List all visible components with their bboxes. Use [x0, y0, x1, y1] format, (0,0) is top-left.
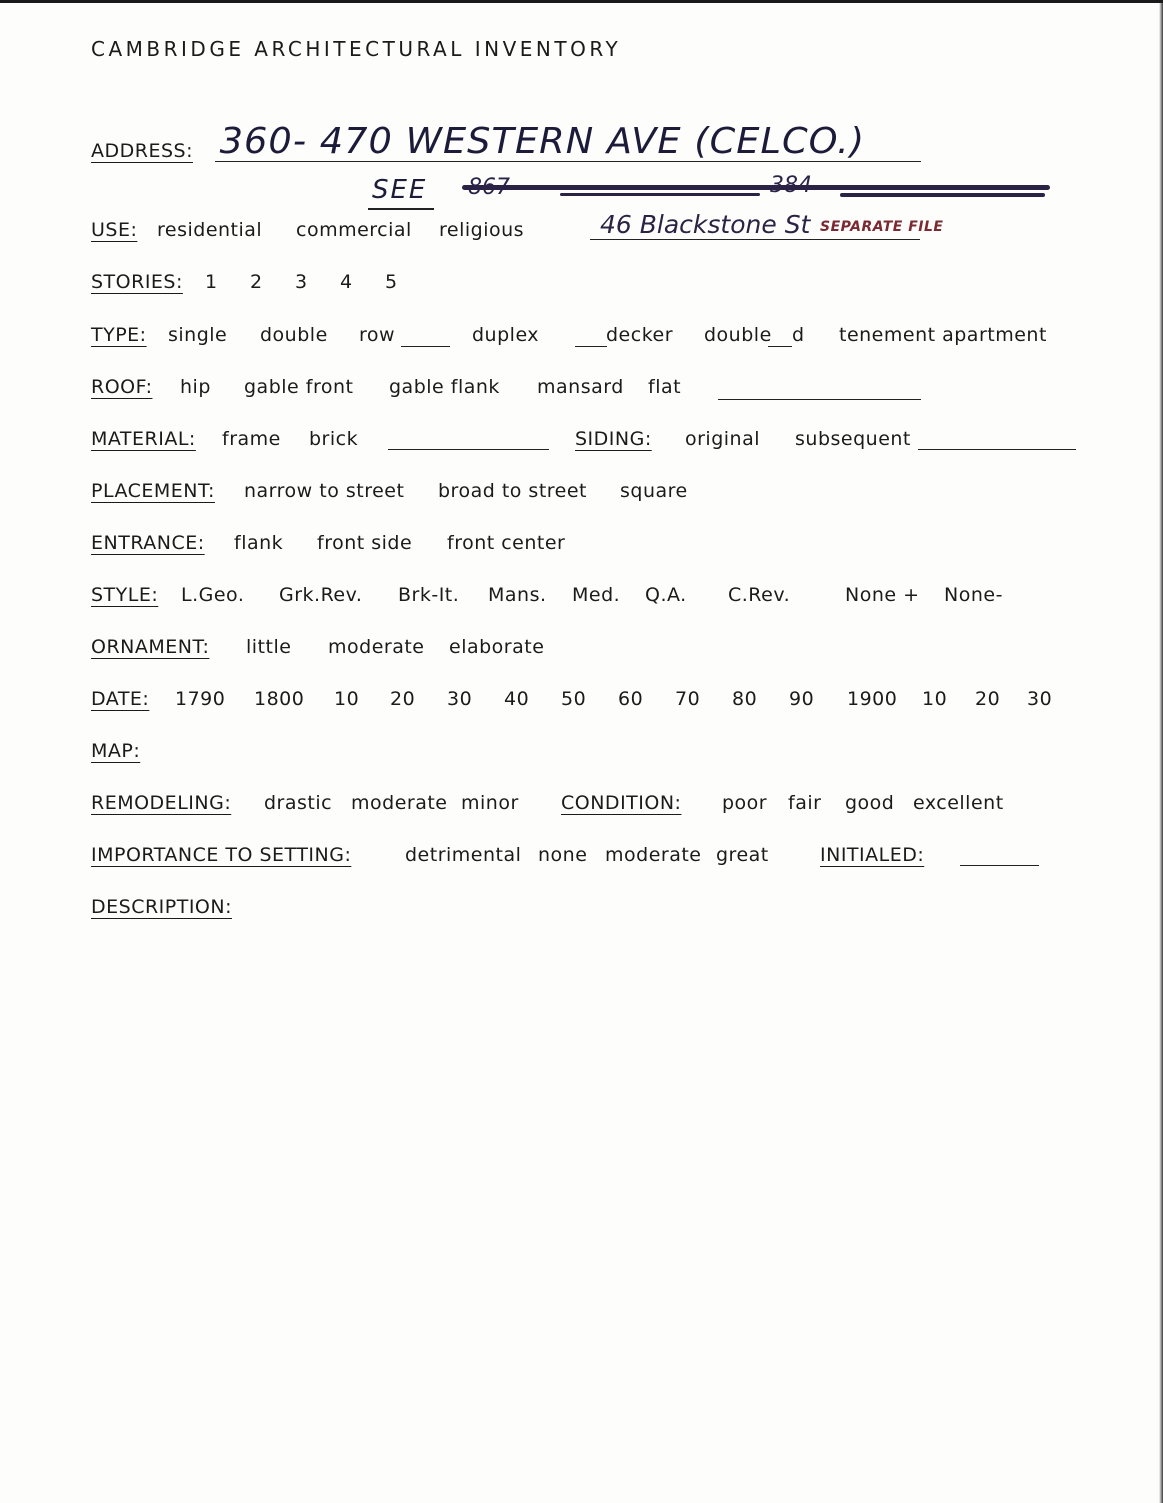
style-option: L.Geo. [181, 584, 245, 606]
style-option: C.Rev. [728, 584, 791, 606]
condition-option-fair: fair [788, 792, 822, 814]
roof-option-gable-flank: gable flank [389, 376, 500, 398]
material-blank [388, 449, 549, 450]
date-option: 60 [618, 688, 644, 710]
use-line [590, 239, 920, 240]
type-option-d: d [792, 324, 805, 346]
address-label: ADDRESS: [91, 140, 193, 162]
condition-option-excellent: excellent [913, 792, 1004, 814]
style-option: Mans. [488, 584, 547, 606]
entrance-option-flank: flank [234, 532, 284, 554]
ornament-option-little: little [246, 636, 292, 658]
use-label: USE: [91, 219, 138, 241]
type-option-tenement-apartment: tenement apartment [839, 324, 1047, 346]
handwritten-use-address: 46 Blackstone St [600, 210, 811, 239]
description-label: DESCRIPTION: [91, 896, 233, 918]
style-option: Grk.Rev. [279, 584, 363, 606]
page-edge-shadow [1159, 3, 1163, 1503]
remodeling-option-drastic: drastic [264, 792, 333, 814]
style-option: Q.A. [645, 584, 687, 606]
ornament-option-elaborate: elaborate [449, 636, 545, 658]
siding-label: SIDING: [575, 428, 652, 450]
roof-option-gable-front: gable front [244, 376, 354, 398]
siding-option-original: original [685, 428, 761, 450]
see-underline [368, 208, 434, 210]
struck-address-2: 384 [770, 173, 812, 198]
date-option: 90 [789, 688, 815, 710]
handwritten-separate-file: SEPARATE FILE [820, 219, 944, 235]
strike-through-mark-3 [840, 193, 1045, 197]
date-option: 70 [675, 688, 701, 710]
date-label: DATE: [91, 688, 150, 710]
stories-option: 4 [340, 271, 353, 293]
type-option-single: single [168, 324, 228, 346]
roof-blank [718, 399, 921, 400]
type-double-d-blank [768, 346, 792, 347]
remodeling-option-minor: minor [461, 792, 519, 814]
strike-through-mark [462, 185, 1050, 190]
entrance-option-front-center: front center [447, 532, 566, 554]
style-label: STYLE: [91, 584, 159, 606]
struck-address-1: 867 [468, 175, 510, 200]
entrance-option-front-side: front side [317, 532, 413, 554]
date-option: 10 [334, 688, 360, 710]
type-option-decker: decker [606, 324, 674, 346]
style-option: Med. [572, 584, 621, 606]
placement-option-square: square [620, 480, 688, 502]
type-option-double-d: double [704, 324, 772, 346]
type-label: TYPE: [91, 324, 147, 346]
style-option: None- [944, 584, 1003, 606]
stories-option: 3 [295, 271, 308, 293]
ornament-option-moderate: moderate [328, 636, 425, 658]
date-option: 1790 [175, 688, 226, 710]
condition-option-good: good [845, 792, 895, 814]
importance-label: IMPORTANCE TO SETTING: [91, 844, 352, 866]
placement-label: PLACEMENT: [91, 480, 215, 502]
entrance-label: ENTRANCE: [91, 532, 205, 554]
address-line [215, 161, 921, 162]
date-option: 20 [975, 688, 1001, 710]
map-label: MAP: [91, 740, 141, 762]
ornament-label: ORNAMENT: [91, 636, 210, 658]
date-option: 10 [922, 688, 948, 710]
date-option: 40 [504, 688, 530, 710]
stories-option: 1 [205, 271, 218, 293]
date-option: 50 [561, 688, 587, 710]
siding-option-subsequent: subsequent [795, 428, 911, 450]
importance-option-detrimental: detrimental [405, 844, 522, 866]
handwritten-see: SEE [372, 175, 428, 205]
date-option: 1900 [847, 688, 898, 710]
strike-through-mark-2 [560, 193, 760, 196]
material-label: MATERIAL: [91, 428, 196, 450]
importance-option-none: none [538, 844, 588, 866]
date-option: 80 [732, 688, 758, 710]
roof-option-flat: flat [648, 376, 682, 398]
style-option: None + [845, 584, 920, 606]
date-option: 30 [1027, 688, 1053, 710]
placement-option-narrow: narrow to street [244, 480, 405, 502]
importance-option-great: great [716, 844, 769, 866]
material-option-frame: frame [222, 428, 281, 450]
form-title: CAMBRIDGE ARCHITECTURAL INVENTORY [91, 37, 622, 61]
stories-option: 2 [250, 271, 263, 293]
initialed-label: INITIALED: [820, 844, 925, 866]
date-option: 1800 [254, 688, 305, 710]
date-option: 20 [390, 688, 416, 710]
type-row-blank [401, 346, 450, 347]
roof-option-hip: hip [180, 376, 211, 398]
handwritten-address: 360- 470 WESTERN AVE (CELCO.) [219, 121, 866, 162]
roof-option-mansard: mansard [537, 376, 624, 398]
use-option-residential: residential [157, 219, 263, 241]
remodeling-option-moderate: moderate [351, 792, 448, 814]
type-option-row: row [359, 324, 396, 346]
placement-option-broad: broad to street [438, 480, 588, 502]
style-option: Brk-It. [398, 584, 460, 606]
type-decker-blank [575, 346, 607, 347]
condition-label: CONDITION: [561, 792, 682, 814]
remodeling-label: REMODELING: [91, 792, 232, 814]
use-option-commercial: commercial [296, 219, 412, 241]
stories-label: STORIES: [91, 271, 183, 293]
initialed-blank [960, 865, 1039, 866]
importance-option-moderate: moderate [605, 844, 702, 866]
stories-option: 5 [385, 271, 398, 293]
condition-option-poor: poor [722, 792, 768, 814]
use-option-religious: religious [439, 219, 525, 241]
siding-blank [918, 449, 1076, 450]
type-option-double: double [260, 324, 328, 346]
date-option: 30 [447, 688, 473, 710]
roof-label: ROOF: [91, 376, 153, 398]
material-option-brick: brick [309, 428, 359, 450]
type-option-duplex: duplex [472, 324, 540, 346]
